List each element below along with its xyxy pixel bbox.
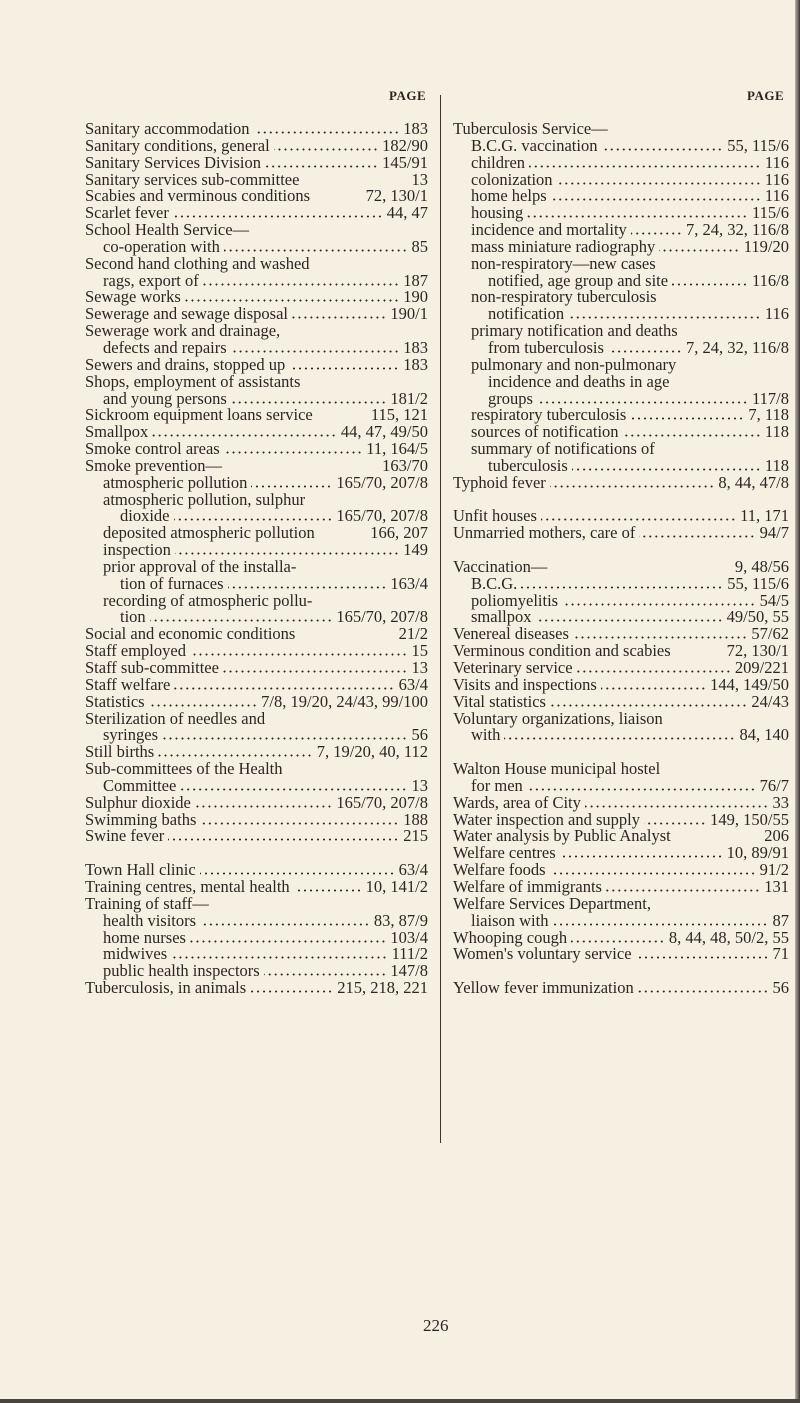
dot-leader bbox=[557, 182, 761, 185]
entry-pages: 115, 121 bbox=[370, 405, 428, 425]
entry-term: Welfare of immigrants bbox=[453, 876, 602, 896]
dot-leader bbox=[195, 805, 332, 808]
entry-pages: 116 bbox=[764, 304, 789, 324]
page-column-header-right: PAGE bbox=[747, 88, 785, 103]
dot-leader bbox=[264, 973, 387, 976]
entry-term: home helps bbox=[471, 186, 547, 206]
entry-pages: 13 bbox=[411, 775, 428, 795]
entry-pages: 10, 141/2 bbox=[365, 876, 428, 896]
entry-term: colonization bbox=[471, 169, 553, 189]
entry-pages: 55, 115/6 bbox=[727, 573, 789, 593]
entry-pages: 87 bbox=[772, 910, 789, 930]
dot-leader bbox=[527, 215, 748, 218]
entry-pages: 33 bbox=[772, 792, 789, 812]
dot-leader bbox=[636, 956, 769, 959]
entry-term: Sub-committees of the Health bbox=[85, 759, 283, 779]
entry-term: Sewage works bbox=[85, 287, 181, 307]
entry-pages: 163/70 bbox=[382, 455, 428, 475]
entry-pages: 188 bbox=[403, 809, 428, 829]
entry-term: Unfit houses bbox=[453, 506, 537, 526]
entry-pages: 116 bbox=[764, 152, 789, 172]
entry-pages: 8, 44, 48, 50/2, 55 bbox=[668, 927, 789, 947]
entry-term: Smoke control areas bbox=[85, 439, 220, 459]
dot-leader bbox=[190, 653, 408, 656]
dot-leader bbox=[200, 923, 370, 926]
entry-term: School Health Service— bbox=[85, 220, 250, 240]
dot-leader bbox=[551, 198, 761, 201]
dot-leader bbox=[623, 434, 761, 437]
index-column-right bbox=[453, 121, 789, 997]
dot-leader bbox=[550, 872, 756, 875]
entry-term: Welfare Services Department, bbox=[453, 893, 651, 913]
index-entry bbox=[453, 371, 789, 391]
entry-pages: 206 bbox=[764, 826, 789, 846]
entry-pages: 63/4 bbox=[398, 860, 428, 880]
entry-pages: 215 bbox=[403, 826, 428, 846]
dot-leader bbox=[659, 249, 740, 252]
page-column-header-left: PAGE bbox=[389, 88, 427, 103]
entry-term: with bbox=[471, 725, 501, 745]
dot-leader bbox=[550, 485, 715, 488]
entry-term: Sterilization of needles and bbox=[85, 708, 266, 728]
dot-leader bbox=[250, 990, 333, 993]
entry-pages: 56 bbox=[411, 725, 428, 745]
dot-leader bbox=[223, 670, 408, 673]
entry-term: Sickroom equipment loans service bbox=[85, 405, 313, 425]
entry-pages: 55, 115/6 bbox=[727, 135, 789, 155]
dot-leader bbox=[630, 417, 744, 420]
entry-term: Visits and inspections bbox=[453, 674, 597, 694]
entry-term: incidence and deaths in age bbox=[488, 371, 670, 391]
entry-pages: 44, 47 bbox=[386, 203, 428, 223]
entry-pages: 21/2 bbox=[398, 624, 428, 644]
dot-leader bbox=[152, 434, 337, 437]
entry-term: Training of staff— bbox=[85, 893, 209, 913]
entry-pages: 115/6 bbox=[752, 203, 789, 223]
entry-term: tion bbox=[120, 607, 146, 627]
entry-term: liaison with bbox=[471, 910, 549, 930]
entry-term: Staff employed bbox=[85, 641, 186, 661]
entry-pages: 149, 150/55 bbox=[710, 809, 789, 829]
entry-term: deposited atmospheric pollution bbox=[103, 523, 315, 543]
entry-term: Swimming baths bbox=[85, 809, 197, 829]
entry-term: mass miniature radiography bbox=[471, 236, 656, 256]
index-entry bbox=[85, 371, 428, 391]
entry-term: notified, age group and site bbox=[488, 270, 669, 290]
dot-leader bbox=[149, 704, 258, 707]
entry-pages: 116 bbox=[764, 186, 789, 206]
dot-leader bbox=[585, 805, 769, 808]
entry-term: Swine fever bbox=[85, 826, 165, 846]
dot-leader bbox=[265, 165, 378, 168]
entry-term: Second hand clothing and washed bbox=[85, 253, 310, 273]
entry-term: Sulphur dioxide bbox=[85, 792, 191, 812]
entry-pages: 165/70, 207/8 bbox=[336, 506, 428, 526]
dot-leader bbox=[231, 401, 387, 404]
dot-leader bbox=[174, 518, 333, 521]
entry-term: co-operation with bbox=[103, 236, 220, 256]
entry-term: Smoke prevention— bbox=[85, 455, 223, 475]
entry-pages: 181/2 bbox=[390, 388, 428, 408]
entry-pages: 149 bbox=[403, 540, 428, 560]
entry-term: Wards, area of City bbox=[453, 792, 581, 812]
dot-leader bbox=[190, 940, 386, 943]
entry-pages: 15 bbox=[411, 641, 428, 661]
entry-pages: 119/20 bbox=[743, 236, 789, 256]
index-entry bbox=[453, 525, 789, 542]
entry-term: Sanitary accommodation bbox=[85, 119, 250, 138]
dot-leader bbox=[294, 889, 362, 892]
entry-term: Social and economic conditions bbox=[85, 624, 296, 644]
dot-leader bbox=[289, 367, 399, 370]
entry-term: Sanitary services sub-committee bbox=[85, 169, 300, 189]
dot-leader bbox=[568, 316, 761, 319]
entry-pages: 131 bbox=[764, 876, 789, 896]
dot-leader bbox=[638, 990, 769, 993]
entry-term: dioxide bbox=[120, 506, 170, 526]
entry-term: tuberculosis bbox=[488, 455, 568, 475]
entry-pages: 118 bbox=[764, 422, 789, 442]
entry-term: atmospheric pollution, sulphur bbox=[103, 489, 306, 509]
page-number: 226 bbox=[423, 1316, 449, 1335]
entry-term: tion of furnaces bbox=[120, 573, 224, 593]
entry-term: syringes bbox=[103, 725, 158, 745]
dot-leader bbox=[608, 350, 682, 353]
entry-term: Staff welfare bbox=[85, 674, 171, 694]
dot-leader bbox=[550, 704, 747, 707]
entry-term: Sewerage work and drainage, bbox=[85, 321, 281, 341]
entry-term: Sewerage and sewage disposal bbox=[85, 304, 288, 324]
entry-pages: 190/1 bbox=[390, 304, 428, 324]
entry-term: midwives bbox=[103, 944, 168, 964]
index-entry bbox=[453, 910, 789, 930]
dot-leader bbox=[639, 535, 755, 538]
dot-leader bbox=[601, 687, 706, 690]
entry-pages: 76/7 bbox=[759, 775, 789, 795]
entry-term: Venereal diseases bbox=[453, 624, 569, 644]
dot-leader bbox=[529, 165, 761, 168]
entry-term: respiratory tuberculosis bbox=[471, 405, 627, 425]
entry-pages: 94/7 bbox=[759, 523, 789, 543]
entry-pages: 190 bbox=[403, 287, 428, 307]
dot-leader bbox=[168, 838, 399, 841]
dot-leader bbox=[150, 619, 333, 622]
dot-leader bbox=[231, 350, 400, 353]
entry-pages: 57/62 bbox=[751, 624, 789, 644]
entry-term: Committee bbox=[103, 775, 177, 795]
entry-pages: 44, 47, 49/50 bbox=[340, 422, 428, 442]
entry-pages: 11, 164/5 bbox=[366, 439, 428, 459]
entry-pages: 49/50, 55 bbox=[726, 607, 789, 627]
entry-pages: 116 bbox=[764, 169, 789, 189]
entry-term: Tuberculosis Service— bbox=[453, 119, 608, 138]
dot-leader bbox=[200, 822, 399, 825]
entry-pages: 144, 149/50 bbox=[710, 674, 789, 694]
dot-leader bbox=[562, 603, 756, 606]
dot-leader bbox=[200, 872, 395, 875]
index-entry bbox=[453, 980, 789, 997]
dot-leader bbox=[274, 148, 378, 151]
entry-pages: 183 bbox=[403, 337, 428, 357]
entry-term: non-respiratory—new cases bbox=[471, 253, 656, 273]
entry-term: Typhoid fever bbox=[453, 472, 546, 492]
dot-leader bbox=[560, 855, 723, 858]
dot-leader bbox=[573, 636, 748, 639]
entry-term: smallpox bbox=[471, 607, 532, 627]
entry-term: recording of atmospheric pollu- bbox=[103, 590, 313, 610]
entry-term: Unmarried mothers, care of bbox=[453, 523, 636, 543]
dot-leader bbox=[536, 619, 723, 622]
entry-pages: 111/2 bbox=[391, 944, 428, 964]
entry-term: Sanitary conditions, general bbox=[85, 135, 270, 155]
entry-term: sources of notification bbox=[471, 422, 619, 442]
dot-leader bbox=[224, 451, 363, 454]
entry-pages: 91/2 bbox=[759, 860, 789, 880]
entry-pages: 85 bbox=[411, 236, 428, 256]
entry-term: Scarlet fever bbox=[85, 203, 169, 223]
entry-pages: 163/4 bbox=[390, 573, 428, 593]
entry-pages: 7/8, 19/20, 24/43, 99/100 bbox=[261, 691, 428, 711]
entry-pages: 187 bbox=[403, 270, 428, 290]
entry-pages: 117/8 bbox=[752, 388, 789, 408]
entry-term: Voluntary organizations, liaison bbox=[453, 708, 663, 728]
entry-pages: 183 bbox=[403, 354, 428, 374]
entry-term: pulmonary and non-pulmonary bbox=[471, 354, 677, 374]
entry-term: Yellow fever immunization bbox=[453, 978, 634, 998]
dot-leader bbox=[175, 552, 399, 555]
entry-term: B.C.G. bbox=[471, 573, 518, 593]
entry-pages: 165/70, 207/8 bbox=[336, 792, 428, 812]
dot-leader bbox=[224, 249, 408, 252]
entry-term: and young persons bbox=[103, 388, 227, 408]
entry-pages: 7, 118 bbox=[748, 405, 789, 425]
dot-leader bbox=[552, 923, 768, 926]
page-bottom-edge bbox=[0, 1399, 800, 1403]
entry-term: groups bbox=[488, 388, 533, 408]
entry-term: Sanitary Services Division bbox=[85, 152, 261, 172]
entry-pages: 84, 140 bbox=[739, 725, 789, 745]
entry-term: Sewers and drains, stopped up bbox=[85, 354, 286, 374]
entry-term: Still births bbox=[85, 742, 155, 762]
entry-term: Water inspection and supply bbox=[453, 809, 641, 829]
dot-leader bbox=[577, 670, 731, 673]
entry-pages: 54/5 bbox=[759, 590, 789, 610]
entry-pages: 183 bbox=[403, 119, 428, 138]
entry-pages: 9, 48/56 bbox=[734, 556, 789, 576]
dot-leader bbox=[541, 518, 736, 521]
entry-pages: 145/91 bbox=[382, 152, 428, 172]
entry-term: health visitors bbox=[103, 910, 197, 930]
dot-leader bbox=[171, 956, 387, 959]
entry-term: Whooping cough bbox=[453, 927, 568, 947]
dot-leader bbox=[601, 148, 723, 151]
index-entry bbox=[453, 472, 789, 492]
entry-pages: 10, 89/91 bbox=[726, 843, 789, 863]
dot-leader bbox=[203, 283, 399, 286]
dot-leader bbox=[173, 215, 383, 218]
entry-term: prior approval of the installa- bbox=[103, 556, 297, 576]
entry-term: Scabies and verminous conditions bbox=[85, 186, 311, 206]
entry-pages: 11, 171 bbox=[740, 506, 789, 526]
entry-pages: 165/70, 207/8 bbox=[336, 607, 428, 627]
index-entry bbox=[85, 980, 428, 997]
index-column-left bbox=[85, 121, 428, 997]
entry-pages: 71 bbox=[772, 944, 789, 964]
dot-leader bbox=[228, 586, 387, 589]
index-entry bbox=[453, 691, 789, 711]
dot-leader bbox=[254, 131, 400, 134]
entry-term: Women's voluntary service bbox=[453, 944, 632, 964]
entry-term: Town Hall clinic bbox=[85, 860, 196, 880]
entry-pages: 56 bbox=[772, 978, 789, 998]
entry-term: Vaccination— bbox=[453, 556, 548, 576]
dot-leader bbox=[180, 788, 407, 791]
entry-pages: 166, 207 bbox=[370, 523, 428, 543]
entry-term: summary of notifications of bbox=[471, 439, 655, 459]
entry-term: inspection bbox=[103, 540, 171, 560]
entry-pages: 165/70, 207/8 bbox=[336, 472, 428, 492]
entry-term: non-respiratory tuberculosis bbox=[471, 287, 657, 307]
entry-pages: 116/8 bbox=[752, 270, 789, 290]
dot-leader bbox=[504, 737, 735, 740]
entry-pages: 103/4 bbox=[390, 927, 428, 947]
entry-term: primary notification and deaths bbox=[471, 321, 678, 341]
entry-term: Vital statistics bbox=[453, 691, 546, 711]
entry-term: rags, export of bbox=[103, 270, 199, 290]
entry-pages: 72, 130/1 bbox=[726, 641, 789, 661]
dot-leader bbox=[571, 940, 665, 943]
entry-pages: 24/43 bbox=[751, 691, 789, 711]
entry-term: Walton House municipal hostel bbox=[453, 759, 661, 779]
index-entry bbox=[85, 910, 428, 930]
entry-term: Shops, employment of assistants bbox=[85, 371, 301, 391]
entry-pages: 209/221 bbox=[734, 658, 789, 677]
entry-term: B.C.G. vaccination bbox=[471, 135, 598, 155]
entry-term: housing bbox=[471, 203, 524, 223]
entry-term: Tuberculosis, in animals bbox=[85, 978, 247, 998]
dot-leader bbox=[251, 485, 332, 488]
entry-term: Verminous condition and scabies bbox=[453, 641, 671, 661]
entry-pages: 118 bbox=[764, 455, 789, 475]
entry-term: Veterinary service bbox=[453, 658, 573, 677]
entry-term: notification bbox=[488, 304, 565, 324]
entry-term: Welfare centres bbox=[453, 843, 556, 863]
dot-leader bbox=[537, 401, 748, 404]
entry-pages: 8, 44, 47/8 bbox=[718, 472, 789, 492]
index-entry bbox=[453, 708, 789, 728]
entry-term: poliomyelitis bbox=[471, 590, 559, 610]
dot-leader bbox=[572, 468, 761, 471]
entry-pages: 7, 24, 32, 116/8 bbox=[686, 220, 789, 240]
book-edge bbox=[795, 0, 800, 1403]
entry-term: atmospheric pollution bbox=[103, 472, 248, 492]
dot-leader bbox=[672, 283, 748, 286]
entry-pages: 215, 218, 221 bbox=[337, 978, 428, 998]
entry-pages: 13 bbox=[411, 169, 428, 189]
entry-term: home nurses bbox=[103, 927, 186, 947]
entry-pages: 7, 19/20, 40, 112 bbox=[316, 742, 428, 762]
dot-leader bbox=[162, 737, 408, 740]
column-divider bbox=[440, 95, 441, 1143]
dot-leader bbox=[185, 299, 399, 302]
dot-leader bbox=[631, 232, 682, 235]
entry-term: Staff sub-committee bbox=[85, 658, 219, 677]
dot-leader bbox=[644, 822, 706, 825]
entry-pages: 182/90 bbox=[382, 135, 428, 155]
entry-term: Statistics bbox=[85, 691, 145, 711]
entry-pages: 83, 87/9 bbox=[373, 910, 428, 930]
entry-term: Water analysis by Public Analyst bbox=[453, 826, 671, 846]
dot-leader bbox=[174, 687, 394, 690]
dot-leader bbox=[606, 889, 760, 892]
entry-term: defects and repairs bbox=[103, 337, 227, 357]
entry-pages: 63/4 bbox=[398, 674, 428, 694]
entry-term: Welfare foods bbox=[453, 860, 546, 880]
entry-term: public health inspectors bbox=[103, 961, 260, 981]
index-entry bbox=[453, 727, 789, 744]
index-entry bbox=[453, 946, 789, 963]
entry-pages: 7, 24, 32, 116/8 bbox=[686, 337, 789, 357]
entry-pages: 13 bbox=[411, 658, 428, 677]
entry-term: Smallpox bbox=[85, 422, 149, 442]
index-entry bbox=[85, 828, 428, 845]
entry-term: children bbox=[471, 152, 526, 172]
entry-term: from tuberculosis bbox=[488, 337, 604, 357]
index-entry bbox=[453, 152, 789, 172]
entry-pages: 147/8 bbox=[390, 961, 428, 981]
entry-term: for men bbox=[471, 775, 523, 795]
entry-term: Training centres, mental health bbox=[85, 876, 290, 896]
index-entry bbox=[85, 691, 428, 711]
dot-leader bbox=[158, 754, 313, 757]
dot-leader bbox=[527, 788, 756, 791]
entry-pages: 72, 130/1 bbox=[365, 186, 428, 206]
entry-term: incidence and mortality bbox=[471, 220, 627, 240]
index-entry bbox=[85, 152, 428, 172]
dot-leader bbox=[521, 586, 723, 589]
dot-leader bbox=[292, 316, 386, 319]
